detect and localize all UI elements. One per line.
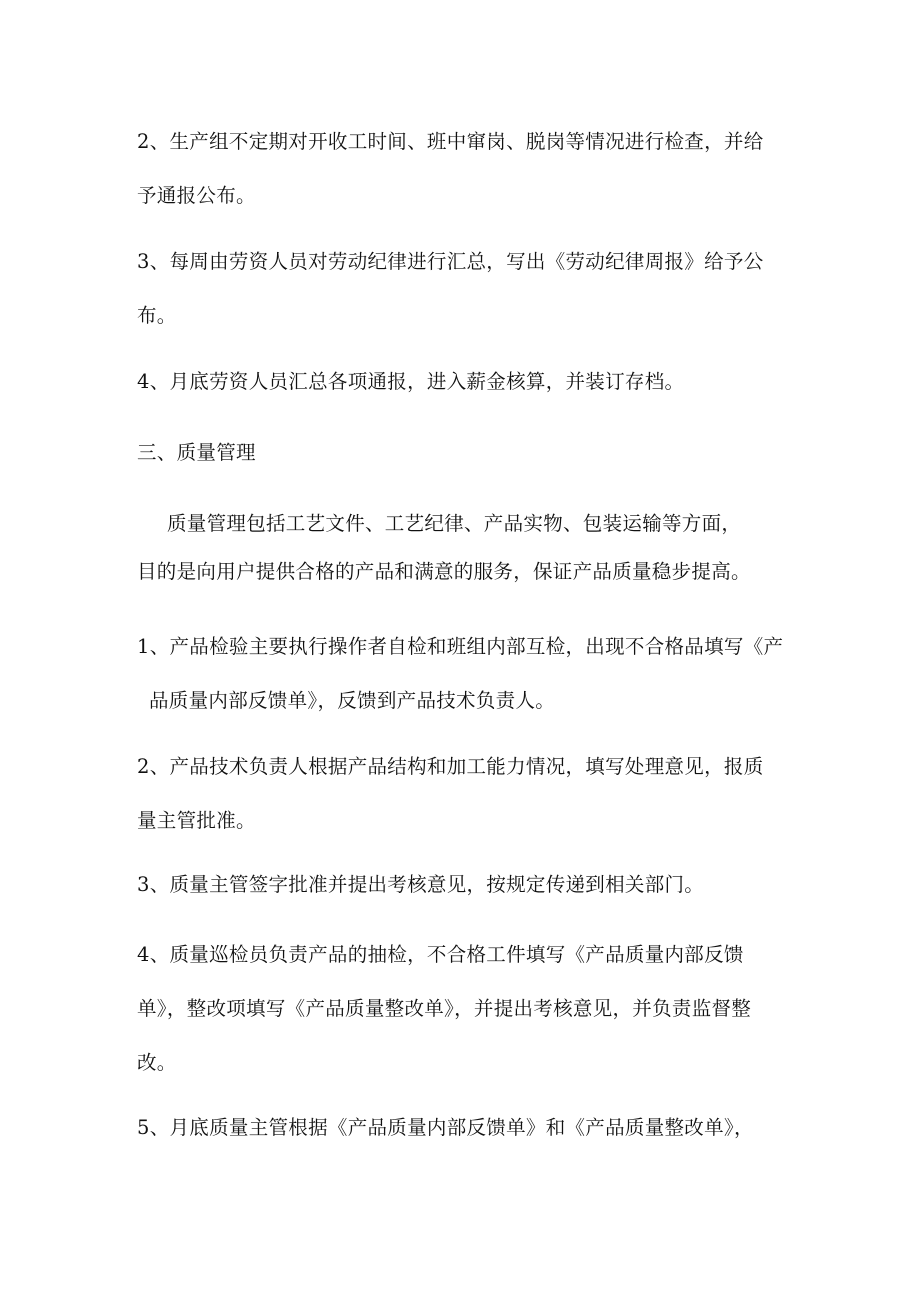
text-line: 4、月底劳资人员汇总各项通报，进入薪金核算，并装订存档。 bbox=[137, 370, 685, 393]
paragraph-item-5-monthly-review bbox=[137, 1101, 797, 1155]
text-line: 予通报公布。 bbox=[137, 184, 256, 207]
paragraph-item-2-technical-review bbox=[137, 740, 797, 848]
paragraph-item-4-monthly-summary bbox=[137, 355, 797, 409]
text-line: 单》，整改项填写《产品质量整改单》，并提出考核意见，并负责监督整 bbox=[137, 997, 752, 1020]
text-line: 2、生产组不定期对开收工时间、班中窜岗、脱岗等情况进行检查，并给 bbox=[137, 130, 764, 153]
text-line: 2、产品技术负责人根据产品结构和加工能力情况，填写处理意见，报质 bbox=[137, 755, 764, 778]
paragraph-item-1-inspection bbox=[137, 620, 797, 728]
text-line: 量主管批准。 bbox=[137, 809, 256, 832]
text-line: 目的是向用户提供合格的产品和满意的服务，保证产品质量稳步提高。 bbox=[137, 560, 751, 583]
paragraph-quality-intro bbox=[137, 497, 797, 599]
text-line: 4、质量巡检员负责产品的抽检，不合格工件填写《产品质量内部反馈 bbox=[137, 943, 744, 966]
paragraph-item-2-discipline-check bbox=[137, 115, 797, 223]
text-line: 3、质量主管签字批准并提出考核意见，按规定传递到相关部门。 bbox=[137, 873, 705, 896]
section-heading-quality-management bbox=[137, 426, 797, 480]
paragraph-item-3-weekly-report bbox=[137, 235, 797, 343]
text-line: 3、每周由劳资人员对劳动纪律进行汇总，写出《劳动纪律周报》给予公 bbox=[137, 250, 764, 273]
text-line: 1、产品检验主要执行操作者自检和班组内部互检，出现不合格品填写《产 bbox=[137, 635, 784, 658]
text-line: 5、月底质量主管根据《产品质量内部反馈单》和《产品质量整改单》， bbox=[137, 1116, 754, 1139]
text-line: 质量管理包括工艺文件、工艺纪律、产品实物、包装运输等方面， bbox=[167, 512, 742, 535]
text-line: 布。 bbox=[137, 304, 177, 327]
paragraph-item-4-spot-check bbox=[137, 928, 797, 1090]
text-line: 改。 bbox=[137, 1051, 177, 1074]
paragraph-item-3-approval bbox=[137, 858, 797, 912]
text-line: 品质量内部反馈单》，反馈到产品技术负责人。 bbox=[149, 689, 556, 712]
section-heading: 三、质量管理 bbox=[137, 441, 256, 464]
